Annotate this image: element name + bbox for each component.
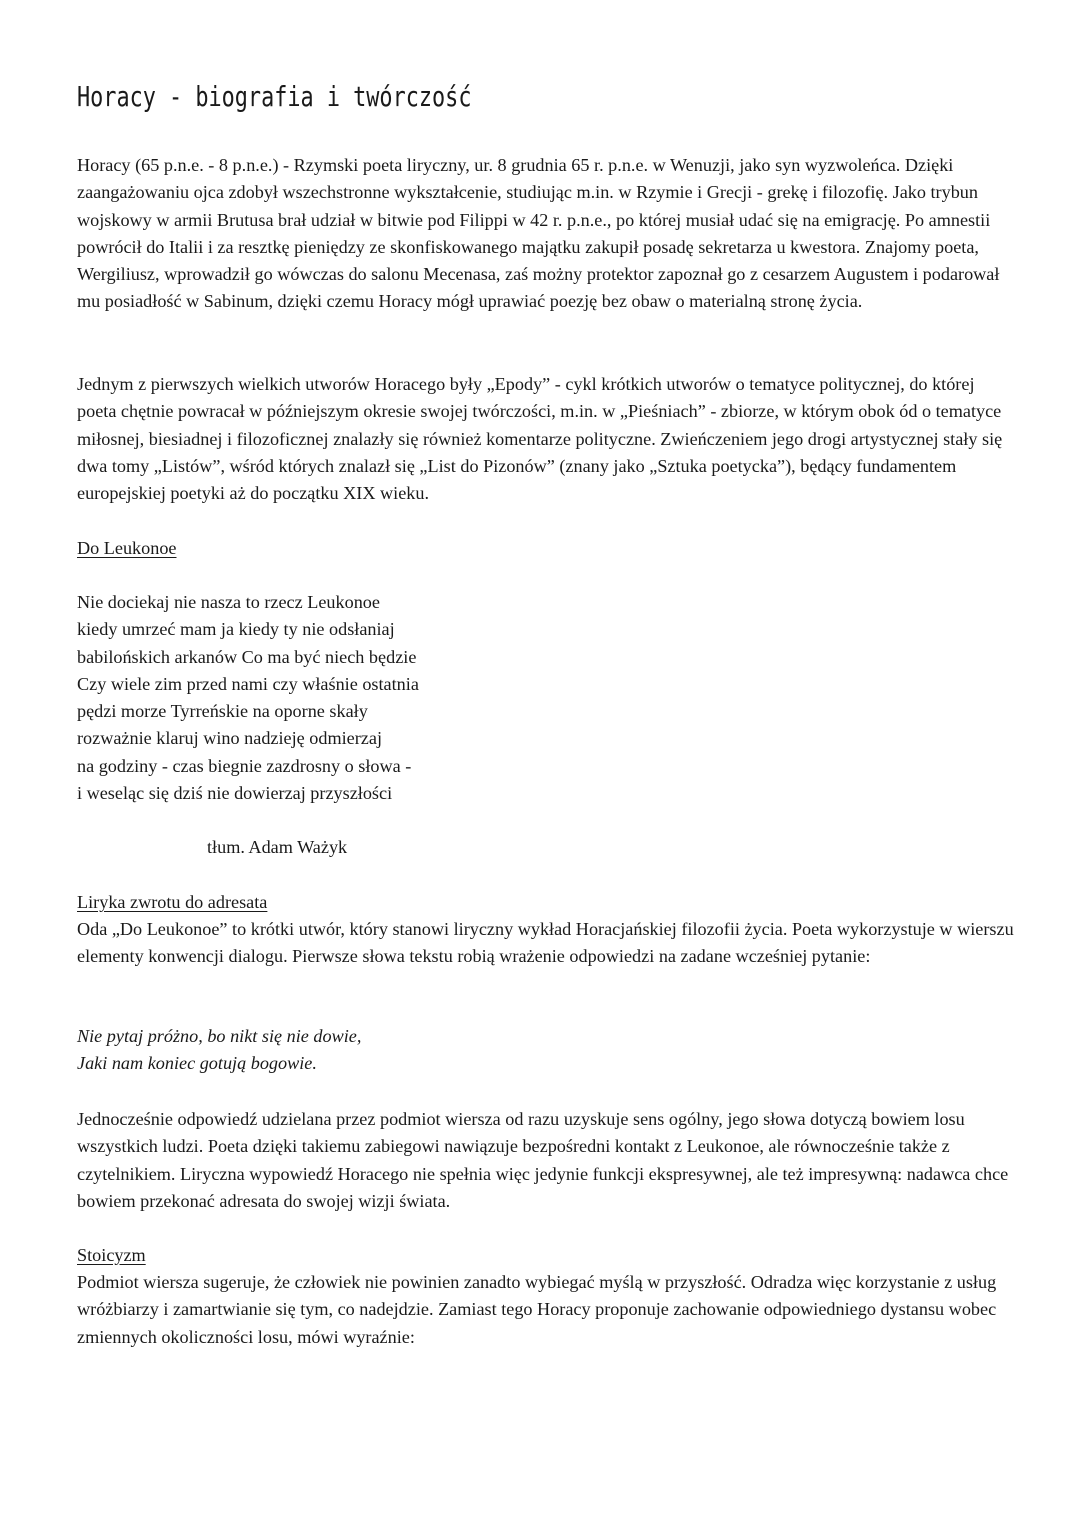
quote xyxy=(77,1023,361,1078)
poem xyxy=(77,589,419,807)
poem-line: Nie dociekaj nie nasza to rzecz Leukonoe xyxy=(77,592,380,612)
lyric-paragraph: Oda „Do Leukonoe” to krótki utwór, który stanowi liryczny wykład Horacjańskiej filozofii życia. Poeta wykorzystuje w wierszu elementy konwencji dialogu. Pierwsze słowa tekstu robią wrażenie odpowiedzi na zadane wcześniej pytanie: xyxy=(77,919,1014,967)
poem-line: Czy wiele zim przed nami czy właśnie ostatnia xyxy=(77,673,419,694)
quote-line: Nie pytaj próżno, bo nikt się nie dowie, xyxy=(77,1026,362,1046)
poem-line: babilońskich arkanów Co ma być niech będzie xyxy=(77,646,417,667)
quote-line: Jaki nam koniec gotują bogowie. xyxy=(77,1053,317,1074)
poem-heading: Do Leukonoe xyxy=(77,538,177,558)
poem-line: rozważnie klaruj wino nadzieję odmierzaj xyxy=(77,728,383,749)
page-title: Horacy - biografia i twórczość xyxy=(77,80,472,113)
poem-line: pędzi morze Tyrreńskie na oporne skały xyxy=(77,701,368,722)
poem-line: na godziny - czas biegnie zazdrosny o słowa - xyxy=(77,755,412,776)
biography-paragraph: Horacy (65 p.n.e. - 8 p.n.e.) - Rzymski poeta liryczny, ur. 8 grudnia 65 r. p.n.e. w Wenuzji, jako syn wyzwoleńca. Dzięki zaangażowaniu ojca zdobył wszechstronne wykształcenie, studiując m.in. w Rzymie i Grecji - grekę i filozofię. Jako trybun wojskowy w armii Brutusa brał udział w bitwie pod Filippi w 42 r. p.n.e., po której musiał udać się na emigrację. Po amnestii powrócił do Italii i za resztkę pieniędzy ze skonfiskowanego majątku zakupił posadę sekretarza u kwestora. Znajomy poeta, Wergiliusz, wprowadził go wówczas do salonu Mecenasa, zaś możny protektor zapoznał go z cesarzem Augustem i podarował mu posiadłość w Sabinum, dzięki czemu Horacy mógł uprawiać poezję bez obaw o materialną stronę życia. xyxy=(77,155,1000,312)
poem-line: i weseląc się dziś nie dowierzaj przyszłości xyxy=(77,783,393,804)
poem-line: kiedy umrzeć mam ja kiedy ty nie odsłaniaj xyxy=(77,619,395,640)
translator-credit: tłum. Adam Ważyk xyxy=(207,837,348,857)
works-paragraph: Jednym z pierwszych wielkich utworów Horacego były „Epody” - cykl krótkich utworów o tematyce politycznej, do której poeta chętnie powracał w późniejszym okresie swojej twórczości, m.in. w „Pieśniach” - zbiorze, w którym obok ód o tematyce miłosnej, biesiadnej i filozoficznej znalazły się również komentarze polityczne. Zwieńczeniem jego drogi artystycznej stały się dwa tomy „Listów”, wśród których znalazł się „List do Pizonów” (znany jako „Sztuka poetycka”), będący fundamentem europejskiej poetyki aż do początku XIX wieku. xyxy=(77,374,1003,504)
stoicism-paragraph: Podmiot wiersza sugeruje, że człowiek nie powinien zanadto wybiegać myślą w przyszłość. Odradza więc korzystanie z usług wróżbiarzy i zamartwianie się tym, co nadejdzie. Zamiast tego Horacy proponuje zachowanie odpowiedniego dystansu wobec zmiennych okoliczności losu, mówi wyraźnie: xyxy=(77,1272,997,1347)
lyric-heading: Liryka zwrotu do adresata xyxy=(77,892,268,912)
lyric-paragraph-2: Jednocześnie odpowiedź udzielana przez podmiot wiersza od razu uzyskuje sens ogólny, jego słowa dotyczą bowiem losu wszystkich ludzi. Poeta dzięki takiemu zabiegowi nawiązuje bezpośredni kontakt z Leukonoe, ale równocześnie także z czytelnikiem. Liryczna wypowiedź Horacego nie spełnia więc jedynie funkcji ekspresywnej, ale też impresywną: nadawca chce bowiem przekonać adresata do swojej wizji świata. xyxy=(77,1109,1009,1211)
stoicism-heading: Stoicyzm xyxy=(77,1245,146,1265)
